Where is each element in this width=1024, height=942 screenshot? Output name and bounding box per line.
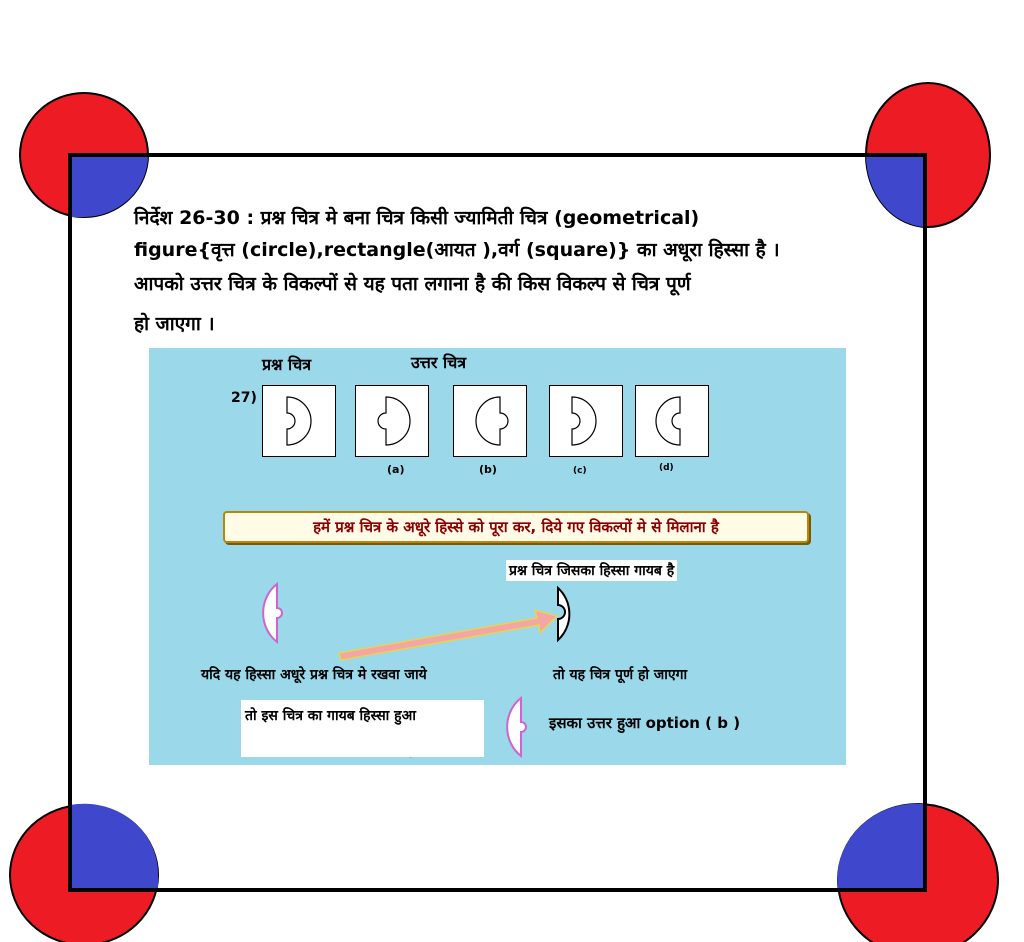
option-label-a: (a): [387, 463, 405, 476]
question-missing-label: प्रश्न चित्र जिसका हिस्सा गायब है: [506, 560, 677, 581]
question-figure-label: प्रश्न चित्र: [262, 355, 312, 374]
option-label-b: (b): [479, 463, 497, 476]
missing-piece-box: [241, 700, 484, 757]
missing-piece-answer-icon: [507, 698, 526, 756]
option-label-c: (c): [573, 466, 587, 476]
question-number: 27): [231, 390, 257, 406]
answer-text: इसका उत्तर हुआ option ( b ): [549, 714, 741, 732]
directions-line-2: figure{वृत्त (circle),rectangle(आयत ),वर्ग (square)} का अधूरा हिस्सा है ।: [134, 239, 780, 261]
answer-figures-label: उत्तर चित्र: [411, 353, 467, 372]
pointer-arrow-icon: [339, 610, 557, 660]
instruction-banner: हमें प्रश्न चित्र के अधूरे हिस्से को पूरा कर, दिये गए विकल्पों मे से मिलाना है: [223, 511, 809, 543]
missing-piece-icon: [263, 584, 282, 642]
directions-line-1: निर्देश 26-30 : प्रश्न चित्र मे बना चित्र किसी ज्यामिती चित्र (geometrical): [134, 207, 700, 229]
option-label-d: (d): [659, 463, 674, 473]
result-text: तो यह चित्र पूर्ण हो जाएगा: [553, 667, 688, 683]
directions-line-4: हो जाएगा ।: [134, 313, 215, 335]
corner-circle-bottom-left: [10, 804, 158, 942]
example-panel: [149, 348, 846, 765]
corner-circle-bottom-right: [837, 804, 998, 942]
condition-text: यदि यह हिस्सा अधूरे प्रश्न चित्र मे रखवा जाये: [201, 667, 427, 683]
directions-line-3: आपको उत्तर चित्र के विकल्पों से यह पता लगाना है की किस विकल्प से चित्र पूर्ण: [134, 273, 691, 295]
incomplete-figure-icon: [558, 588, 569, 640]
missing-piece-text: तो इस चित्र का गायब हिस्सा हुआ: [245, 708, 416, 724]
